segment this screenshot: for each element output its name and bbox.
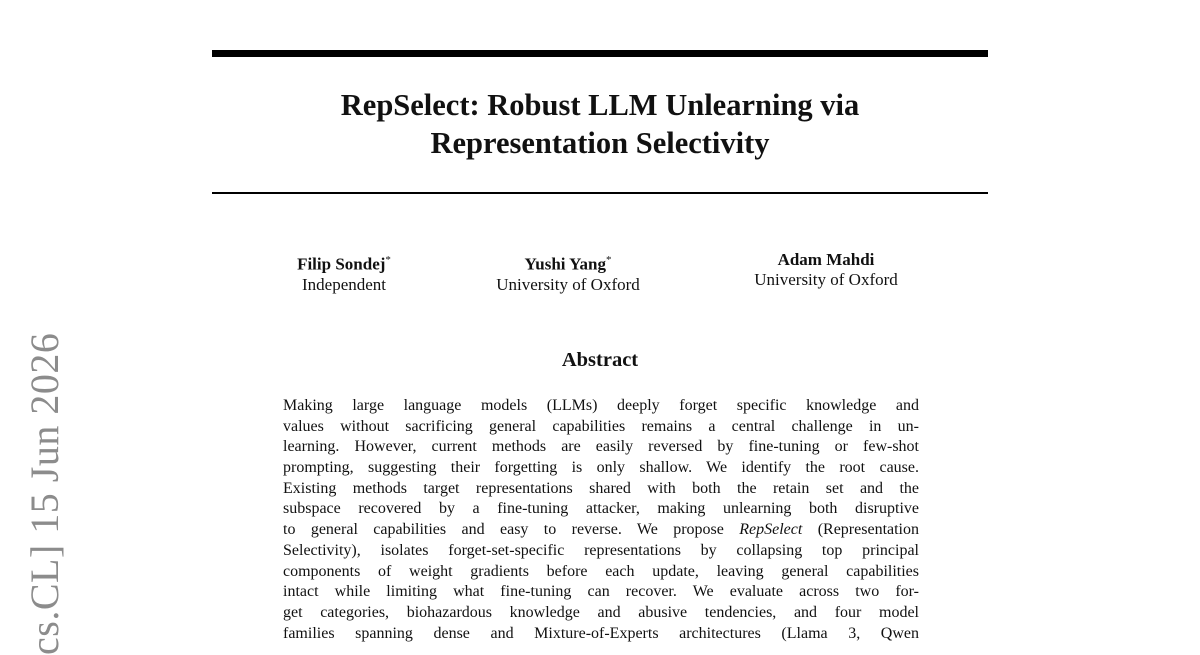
title-bottom-rule xyxy=(212,192,988,194)
author-name-3 xyxy=(724,250,928,270)
abstract-line: families spanning dense and Mixture-of-Experts architectures (Llama 3, Qwen xyxy=(283,624,919,642)
abstract-heading: Abstract xyxy=(561,349,639,371)
author-block-1 xyxy=(262,250,426,295)
abstract-line: components of weight gradients before each update, leaving general capabilities xyxy=(283,562,919,580)
paper-title-line-2: Representation Selectivity xyxy=(430,126,770,160)
abstract-line: Selectivity), isolates forget-set-specific representations by collapsing top principal xyxy=(283,541,919,559)
abstract-line: learning. However, current methods are easily reversed by fine-tuning or few-shot xyxy=(283,438,919,456)
abstract-line xyxy=(283,520,919,541)
abstract-line-segment: to general capabilities and easy to reverse. We propose xyxy=(283,521,740,539)
equal-contribution-mark-1: * xyxy=(385,254,391,266)
abstract-line: intact while limiting what fine-tuning can recover. We evaluate across two for- xyxy=(283,583,919,601)
abstract-body xyxy=(283,396,919,644)
author-affiliation-1: Independent xyxy=(301,274,387,294)
author-block-2 xyxy=(468,250,668,295)
author-name-text-2: Yushi Yang xyxy=(524,254,606,274)
abstract-line: Making large language models (LLMs) deeply forget specific knowledge and xyxy=(283,397,919,414)
equal-contribution-mark-2: * xyxy=(605,254,612,266)
author-affiliation-3: University of Oxford xyxy=(754,270,898,289)
abstract-line: Existing methods target representations shared with both the retain set and the xyxy=(283,479,919,497)
abstract-line: values without sacrificing general capabilities remains a central challenge in un- xyxy=(283,417,919,435)
method-name-term: RepSelect xyxy=(739,521,803,539)
title-top-rule xyxy=(212,50,988,57)
author-name-text-1: Filip Sondej xyxy=(297,254,386,274)
abstract-line: get categories, biohazardous knowledge and abusive tendencies, and four model xyxy=(283,603,919,621)
author-affiliation-2: University of Oxford xyxy=(496,274,640,294)
abstract-line-segment: (Representation xyxy=(802,521,920,539)
author-block-3 xyxy=(724,250,928,290)
abstract-line: prompting, suggesting their forgetting is only shallow. We identify the root cause. xyxy=(283,459,919,477)
author-name-2 xyxy=(468,250,668,275)
arxiv-identifier-stamp: cs.CL] 15 Jun 2026 xyxy=(22,332,67,655)
author-name-text-3: Adam Mahdi xyxy=(777,250,875,269)
abstract-line: subspace recovered by a fine-tuning attacker, making unlearning both disruptive xyxy=(283,500,919,518)
paper-title xyxy=(212,86,988,162)
paper-title-line-1: RepSelect: Robust LLM Unlearning via xyxy=(340,88,860,122)
author-name-1 xyxy=(262,250,426,275)
